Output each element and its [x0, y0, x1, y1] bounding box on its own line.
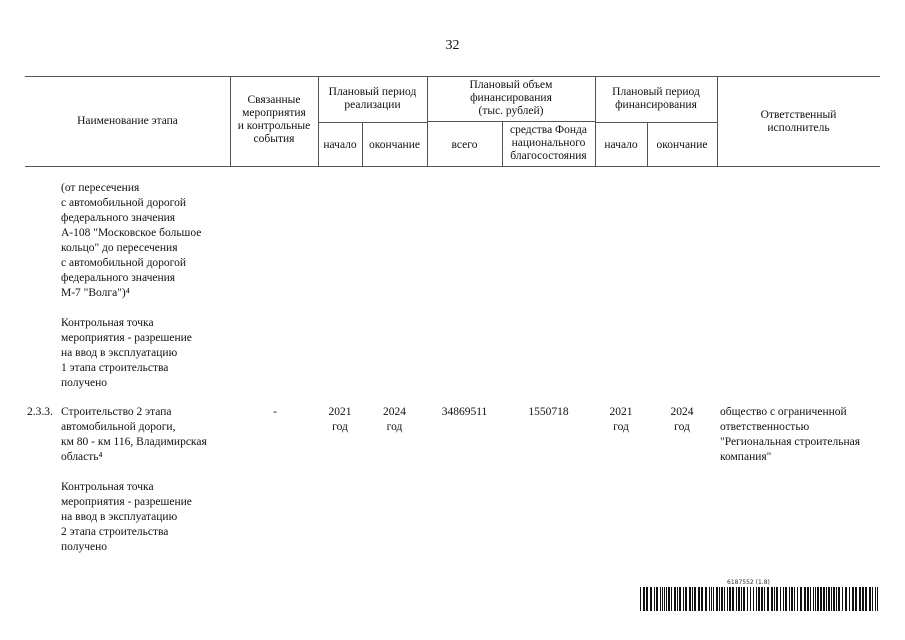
row2-fin-start: 2021 год [609, 406, 633, 433]
row2-end: 2024 год [383, 406, 406, 433]
page-number: 32 [445, 38, 460, 53]
header-end: окончание [369, 139, 420, 151]
header-start: начало [323, 139, 357, 151]
row2-control-point: Контрольная точка мероприятия - разрешение на ввод в эксплуатацию 2 этапа строительства получено [61, 481, 192, 553]
row2-start: 2021 год [328, 406, 352, 433]
row1-control-point: Контрольная точка мероприятия - разрешение на ввод в эксплуатацию 1 этапа строительства получено [61, 317, 192, 389]
row1-stage-name: (от пересечения с автомобильной дорогой федерального значения А-108 "Московское большое кольцо" до пересечения с автомобильной дорогой федерального значения М-7 "Волга")⁴ [61, 182, 202, 299]
row2-fund: 1550718 [528, 406, 569, 418]
row2-responsible: общество с ограниченной ответственностью "Региональная строительная компания" [720, 406, 861, 463]
header-total: всего [451, 139, 478, 151]
row2-related: - [273, 406, 277, 418]
barcode-number: 6187552 (1.8) [727, 579, 770, 586]
barcode [640, 587, 878, 611]
row2-fin-end: 2024 год [670, 406, 694, 433]
header-fund: средства Фонда национального благосостояния [510, 124, 587, 162]
header-fin-end: окончание [656, 139, 708, 151]
row2-stage-name: Строительство 2 этапа автомобильной дороги, км 80 - км 116, Владимирская область⁴ [61, 406, 207, 463]
header-planned-period: Плановый период реализации [328, 86, 417, 111]
row2-number: 2.3.3. [27, 406, 53, 418]
header-responsible: Ответственный исполнитель [760, 109, 837, 134]
header-financing-period: Плановый период финансирования [612, 86, 700, 111]
header-fin-start: начало [604, 139, 638, 151]
row2-total: 34869511 [441, 406, 488, 418]
header-planned-volume: Плановый объем финансирования (тыс. рублей) [469, 79, 553, 117]
header-related-events: Связанные мероприятия и контрольные события [237, 94, 311, 145]
header-stage-name: Наименование этапа [77, 115, 178, 127]
